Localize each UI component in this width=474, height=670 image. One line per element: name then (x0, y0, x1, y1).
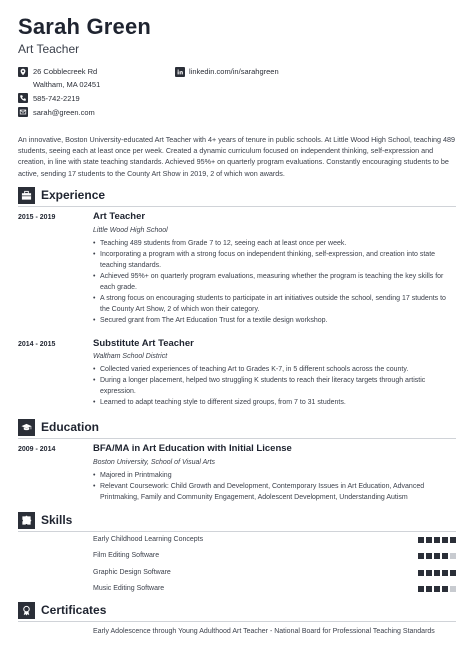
graduation-cap-icon (18, 419, 35, 436)
skill-row (93, 552, 456, 562)
education-dates: 2009 - 2014 (18, 446, 56, 453)
skill-level-square (434, 570, 440, 576)
skill-row (93, 585, 456, 595)
linkedin-icon (175, 67, 185, 77)
address-line2: Waltham, MA 02451 (33, 80, 101, 89)
skills-section-header (18, 512, 456, 532)
skill-level-square (426, 553, 432, 559)
skill-name: Early Childhood Learning Concepts (93, 536, 204, 543)
list-item: • Learned to adapt teaching style to different sized groups, from 7 to 31 students. (93, 397, 456, 408)
skill-level-square (442, 553, 448, 559)
job-title: Art Teacher (93, 211, 146, 222)
job-dates: 2015 - 2019 (18, 214, 56, 221)
experience-heading: Experience (41, 188, 106, 202)
list-item: • Achieved 95%+ on quarterly program evaluations, measuring whether the program is teaching the key skills for each grade. (93, 271, 456, 293)
skill-row (93, 569, 456, 579)
skill-level-square (434, 586, 440, 592)
skill-name: Graphic Design Software (93, 569, 171, 576)
job-title: Substitute Art Teacher (93, 338, 194, 349)
skill-level-square (418, 570, 424, 576)
list-item: • Incorporating a program with a strong focus on independent thinking, self-expression, and creation into state teaching standards. (93, 249, 456, 271)
certificate-icon (18, 602, 35, 619)
skill-level-square (434, 537, 440, 543)
list-item: • Collected varied experiences of teaching Art to Grades K-7, in 5 different schools across the county. (93, 364, 456, 375)
certificate-item: Early Adolescence through Young Adulthood Art Teacher - National Board for Professional Teaching Standards (93, 628, 435, 635)
skill-level-bar (418, 570, 456, 576)
phone-number[interactable]: 585-742-2219 (33, 94, 80, 103)
skill-level-square (442, 586, 448, 592)
skill-level-bar (418, 586, 456, 592)
education-heading: Education (41, 420, 100, 434)
list-item: • Teaching 489 students from Grade 7 to 12, seeing each at least once per week. (93, 238, 456, 249)
skill-level-square (450, 570, 456, 576)
skill-level-square (450, 553, 456, 559)
job-bullets (93, 238, 456, 326)
skill-level-square (442, 570, 448, 576)
skill-level-square (442, 537, 448, 543)
skill-level-square (426, 570, 432, 576)
skill-level-square (434, 553, 440, 559)
skill-level-square (426, 586, 432, 592)
puzzle-icon (18, 512, 35, 529)
skill-level-square (450, 586, 456, 592)
skill-level-square (450, 537, 456, 543)
list-item: • A strong focus on encouraging students to participate in art initiatives outside the school, sending 17 students to the County Art Show, 2 of which won their category. (93, 293, 456, 315)
briefcase-icon (18, 187, 35, 204)
job-bullets (93, 364, 456, 408)
job-organization: Waltham School District (93, 353, 168, 360)
candidate-name: Sarah Green (18, 14, 152, 39)
skill-level-bar (418, 553, 456, 559)
experience-section-header (18, 187, 456, 207)
email-icon (18, 107, 28, 117)
email-address[interactable]: sarah@green.com (33, 108, 95, 117)
school-name: Boston University, School of Visual Arts (93, 459, 216, 466)
certificates-heading: Certificates (41, 603, 107, 617)
list-item: • Secured grant from The Art Education Trust for a textile design workshop. (93, 315, 456, 326)
skill-level-square (426, 537, 432, 543)
education-section-header (18, 419, 456, 439)
address-line1: 26 Cobblecreek Rd (33, 67, 98, 76)
job-organization: Little Wood High School (93, 227, 168, 234)
skill-level-square (418, 586, 424, 592)
skill-name: Film Editing Software (93, 552, 160, 559)
skill-level-square (418, 537, 424, 543)
skill-name: Music Editing Software (93, 585, 165, 592)
location-icon (18, 67, 28, 77)
list-item: • Majored in Printmaking (93, 470, 456, 481)
education-bullets (93, 470, 456, 503)
profile-summary: An innovative, Boston University-educated Art Teacher with 4+ years of tenure in public schools. At Little Wood High School, teaching 489 students, seeing each at least once per week. Created a dynamic curriculum focused on independent thinking, self-expression and creation, in line with state teaching standards. Achieved 95%+ on quarterly program evaluations. Constantly encouraging students to be active, sending 17 students to the County Art Show in 2019, 2 of which won awards. (18, 135, 456, 178)
phone-icon (18, 93, 28, 103)
certificates-section-header (18, 602, 456, 622)
list-item: • Relevant Coursework: Child Growth and Development, Contemporary Issues in Art Education, Advanced Printmaking, Family and Community Engagement, Adolescent Development, Understanding Autism (93, 481, 456, 503)
degree-title: BFA/MA in Art Education with Initial License (93, 443, 292, 454)
candidate-title: Art Teacher (18, 42, 80, 56)
list-item: • During a longer placement, helped two struggling K students to reach their literacy targets through artistic expression. (93, 375, 456, 397)
skill-level-square (418, 553, 424, 559)
linkedin-url[interactable]: linkedin.com/in/sarahgreen (189, 67, 279, 76)
job-dates: 2014 - 2015 (18, 341, 56, 348)
skill-level-bar (418, 537, 456, 543)
skills-heading: Skills (41, 513, 73, 527)
skill-row (93, 536, 456, 546)
